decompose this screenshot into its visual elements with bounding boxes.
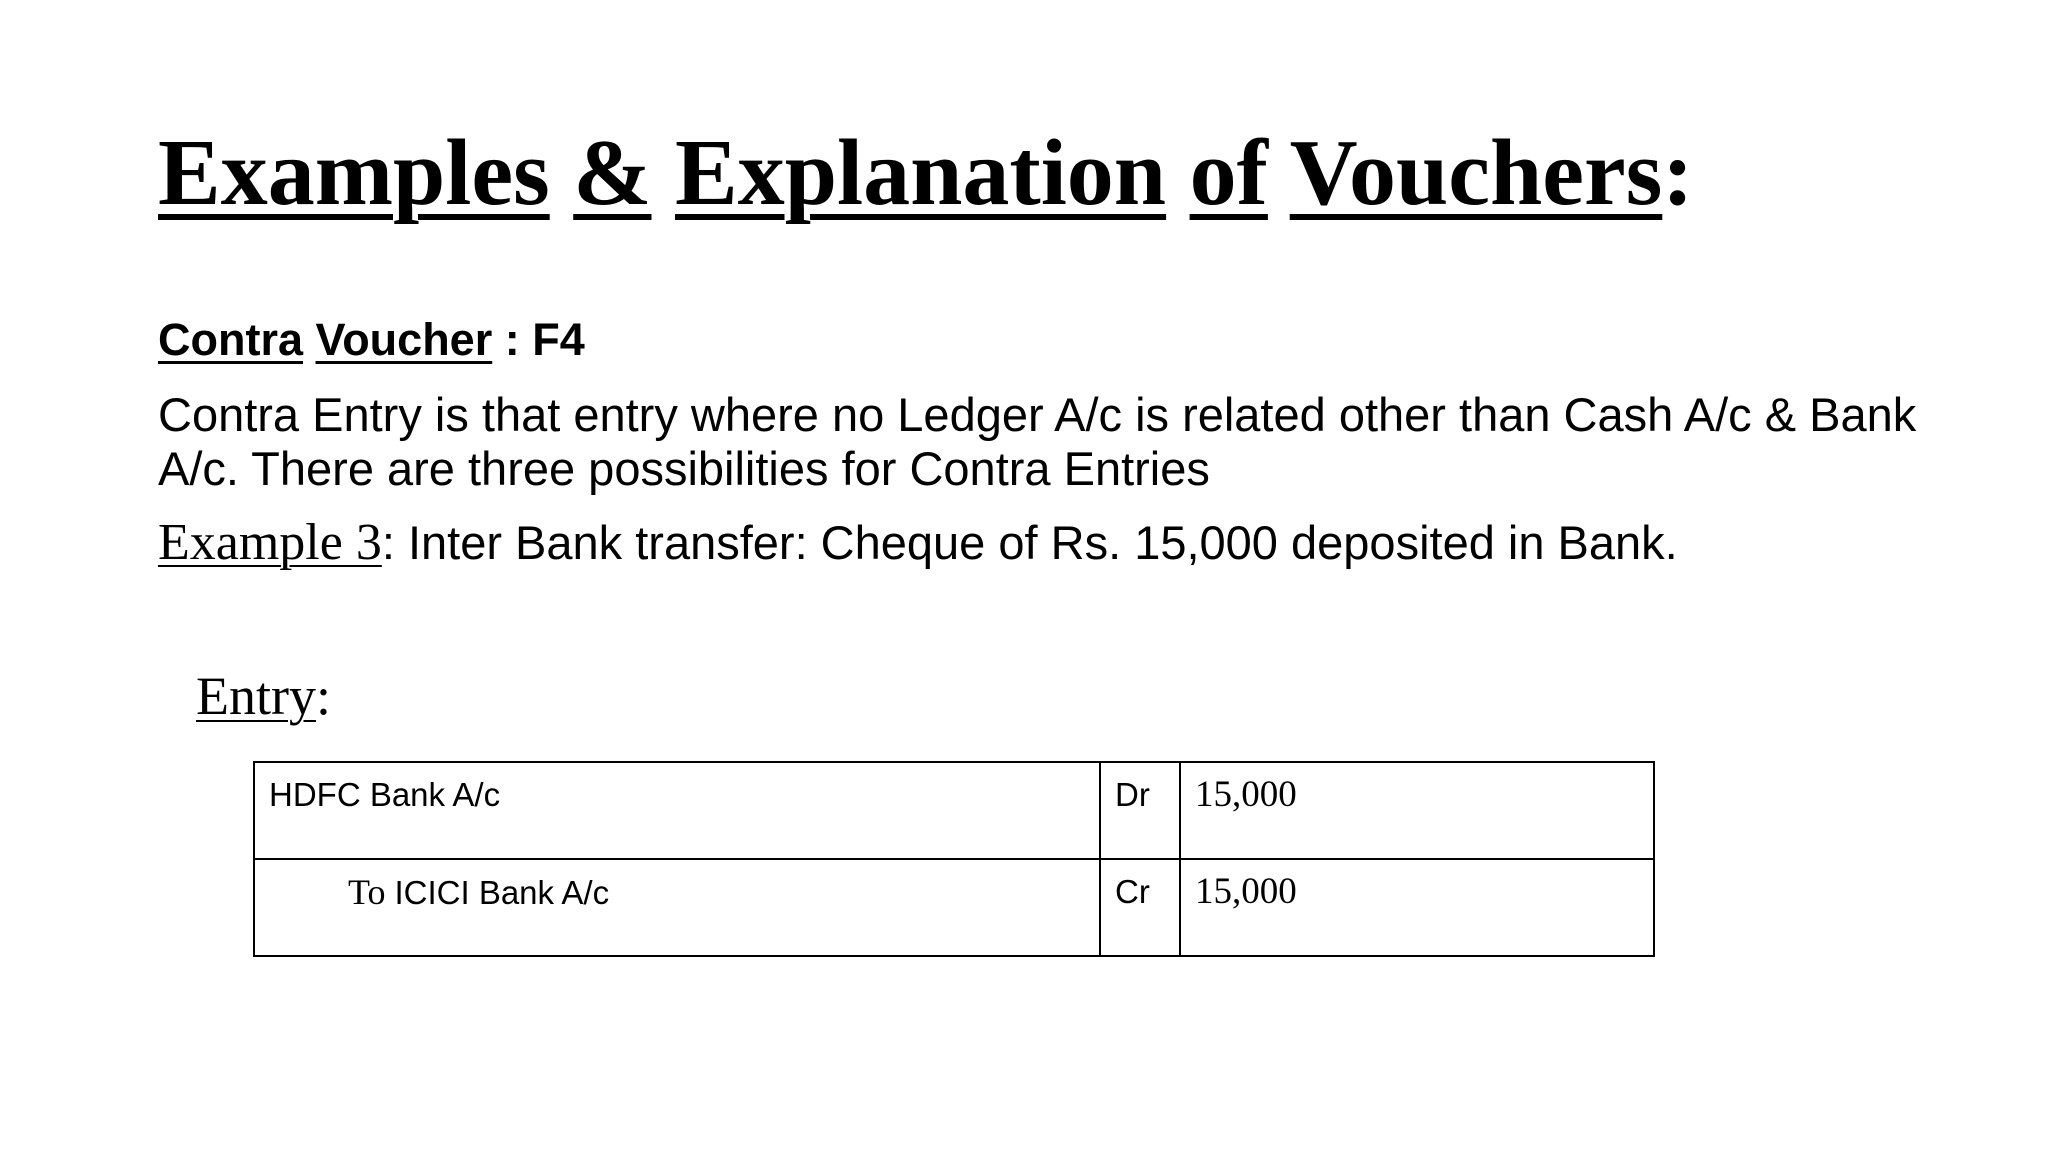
account-prefix: To: [348, 872, 395, 912]
entry-label-text: Entry: [196, 666, 316, 726]
journal-entry-table: [253, 761, 1655, 957]
debit-amount-cell: 15,000: [1180, 762, 1654, 859]
heading-word-contra: Contra: [158, 314, 303, 365]
entry-label: [196, 665, 331, 727]
description-paragraph: Contra Entry is that entry where no Ledger A/c is related other than Cash A/c & Bank A/c. There are three possibilities for Contra Entries: [158, 388, 1917, 495]
example-label: Example 3: [158, 514, 382, 571]
entry-label-colon: :: [315, 666, 331, 726]
table-row: [254, 859, 1654, 956]
heading-shortcut: : F4: [492, 314, 585, 365]
credit-account-cell: [254, 859, 1100, 956]
title-word-vouchers: Vouchers: [1289, 121, 1663, 225]
example-text: : Inter Bank transfer: Cheque of Rs. 15,000 deposited in Bank.: [381, 516, 1678, 569]
title-word-explanation: Explanation: [675, 121, 1167, 225]
debit-side-cell: Dr: [1100, 762, 1180, 859]
title-colon: :: [1662, 121, 1694, 225]
title-ampersand: &: [573, 121, 652, 225]
credit-side-cell: Cr: [1100, 859, 1180, 956]
example-line: [158, 515, 1678, 571]
credit-amount-cell: 15,000: [1180, 859, 1654, 956]
title-word-examples: Examples: [158, 121, 550, 225]
slide-title: [158, 118, 1694, 228]
account-name: ICICI Bank A/c: [394, 874, 610, 911]
table-row: [254, 762, 1654, 859]
heading-word-voucher: Voucher: [315, 314, 493, 365]
account-name: HDFC Bank A/c: [269, 776, 501, 813]
voucher-heading: [158, 313, 585, 367]
debit-account-cell: [254, 762, 1100, 859]
title-word-of: of: [1189, 121, 1268, 225]
